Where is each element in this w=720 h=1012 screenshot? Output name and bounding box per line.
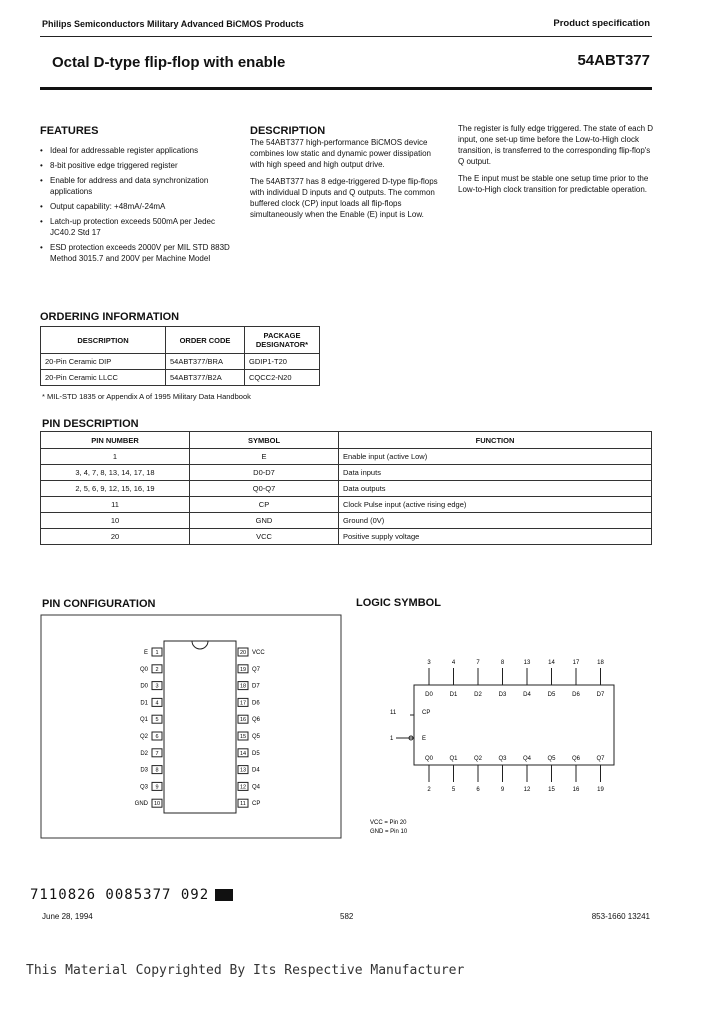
pin-config-section	[42, 598, 155, 610]
header-doc-type: Product specification	[553, 18, 650, 29]
pin-number: 15	[239, 734, 247, 740]
features-section	[40, 125, 240, 268]
page-title: Octal D-type flip-flop with enable	[52, 54, 286, 71]
pin-number: 10	[153, 801, 161, 808]
description-paragraph: The E input must be stable one setup time prior to the Low-to-High clock transition for predictable operation.	[458, 174, 649, 194]
table-header-row	[41, 327, 320, 354]
table-cell: GDIP1-T20	[245, 354, 320, 370]
ordering-table	[40, 326, 320, 386]
table-header-row	[41, 432, 652, 449]
input-pin-number: 7	[476, 660, 480, 666]
output-pin-label: Q5	[547, 756, 556, 762]
table-cell: Ground (0V)	[339, 513, 652, 529]
col-description: DESCRIPTION	[41, 327, 166, 354]
e-pin-number: 1	[390, 736, 394, 742]
title-rule	[40, 87, 652, 90]
pin-label: Q1	[139, 717, 148, 724]
table-row	[41, 497, 652, 513]
logic-symbol-diagram	[360, 650, 652, 840]
output-pin-label: Q3	[498, 756, 507, 762]
barcode-number	[30, 887, 233, 903]
table-row	[41, 513, 652, 529]
output-pin-label: Q2	[473, 756, 483, 762]
cp-pin-number: 11	[390, 710, 397, 716]
document-number: 853-1660 13241	[591, 912, 650, 921]
vcc-note: VCC = Pin 20	[370, 820, 407, 826]
table-cell: Enable input (active Low)	[339, 449, 652, 465]
table-cell: Positive supply voltage	[339, 529, 652, 545]
table-row	[41, 465, 652, 481]
header-company: Philips Semiconductors Military Advanced BiCMOS Products	[42, 19, 304, 29]
page-number: 582	[340, 912, 354, 921]
pin-label: GND	[134, 801, 148, 808]
left-pins	[135, 648, 162, 807]
pin-number: 13	[239, 767, 247, 774]
pin-number: 6	[155, 734, 159, 740]
table-cell: CQCC2-N20	[245, 370, 320, 386]
pin-number: 7	[155, 750, 159, 757]
table-cell: 54ABT377/B2A	[166, 370, 245, 386]
features-heading: FEATURES	[40, 125, 99, 137]
output-pin-number: 9	[500, 787, 505, 793]
pin-description-section	[42, 418, 139, 430]
table-cell: GND	[190, 513, 339, 529]
output-pin-label: Q4	[522, 756, 532, 762]
description-continued	[458, 123, 654, 201]
pin-number: 16	[239, 717, 247, 724]
logic-pins	[425, 660, 605, 793]
pin-number: 2	[155, 666, 159, 673]
logic-symbol-section	[356, 597, 441, 609]
table-cell: VCC	[190, 529, 339, 545]
cp-pin-label: CP	[422, 710, 431, 716]
ordering-section	[40, 311, 179, 323]
ic-package-outline	[164, 641, 236, 813]
output-pin-label: Q6	[571, 756, 581, 762]
table-cell: Data outputs	[339, 481, 652, 497]
header-rule	[40, 36, 652, 37]
feature-item: • Enable for address and data synchronization applications	[40, 175, 240, 197]
pin-number: 3	[155, 683, 159, 690]
input-pin-number: 8	[500, 660, 505, 666]
table-cell: 20	[41, 529, 190, 545]
pin-description-table	[40, 431, 652, 545]
ordering-note: * MIL-STD 1835 or Appendix A of 1995 Military Data Handbook	[42, 392, 251, 401]
table-cell: Q0-Q7	[190, 481, 339, 497]
input-pin-label: D1	[449, 692, 458, 698]
copyright-notice: This Material Copyrighted By Its Respective Manufacturer	[26, 963, 465, 978]
logic-symbol-heading: LOGIC SYMBOL	[356, 597, 441, 609]
features-list	[40, 145, 240, 264]
feature-item: • 8-bit positive edge triggered register	[40, 160, 240, 171]
logic-block	[414, 685, 614, 765]
diagram-frame	[41, 615, 341, 838]
description-heading: DESCRIPTION	[250, 125, 326, 137]
pin-label: VCC	[252, 650, 265, 656]
pin-number: 5	[155, 717, 159, 724]
pin-number: 18	[239, 683, 247, 690]
pin-label: D7	[252, 683, 260, 690]
input-pin-number: 13	[523, 660, 531, 666]
gnd-note: GND = Pin 10	[370, 829, 408, 835]
pin-label: D2	[140, 750, 148, 757]
ic-notch	[192, 641, 208, 649]
table-cell: Clock Pulse input (active rising edge)	[339, 497, 652, 513]
output-pin-number: 5	[451, 787, 456, 793]
output-pin-number: 19	[597, 787, 604, 793]
input-pin-number: 17	[572, 660, 580, 666]
pin-label: Q0	[139, 666, 148, 673]
table-cell: D0-D7	[190, 465, 339, 481]
pin-number: 4	[155, 700, 159, 707]
output-pin-number: 2	[427, 787, 431, 793]
input-pin-number: 18	[597, 660, 604, 666]
pin-number: 9	[155, 784, 159, 791]
feature-item: • Ideal for addressable register applications	[40, 145, 240, 156]
pin-label: D1	[140, 700, 148, 707]
description-paragraph: The 54ABT377 has 8 edge-triggered D-type flip-flops with individual D inputs and Q outputs. The common buffered clock (CP) input loads all flip-flops simultaneously when the Enable (E) input is Low.	[250, 177, 438, 219]
pin-label: Q6	[252, 717, 261, 724]
pin-number: 8	[155, 767, 159, 774]
barcode-text: 7110826 0085377 092	[30, 887, 210, 903]
pin-label: Q4	[252, 784, 261, 791]
col-symbol: SYMBOL	[190, 432, 339, 449]
feature-item: • Output capability: +48mA/-24mA	[40, 201, 240, 212]
pin-label: D6	[252, 700, 260, 707]
table-row	[41, 529, 652, 545]
barcode-block	[215, 889, 233, 901]
output-pin-number: 16	[572, 787, 580, 793]
output-pin-number: 6	[476, 787, 480, 793]
pin-number: 12	[239, 784, 247, 791]
table-cell: 2, 5, 6, 9, 12, 15, 16, 19	[41, 481, 190, 497]
input-pin-label: D6	[572, 692, 580, 698]
input-pin-label: D4	[523, 692, 531, 698]
pin-label: Q7	[252, 666, 261, 673]
pin-label: Q2	[139, 734, 148, 740]
pin-number: 20	[239, 650, 247, 656]
col-function: FUNCTION	[339, 432, 652, 449]
table-cell: E	[190, 449, 339, 465]
input-pin-label: D2	[474, 692, 482, 698]
table-cell: Data inputs	[339, 465, 652, 481]
pin-number: 17	[239, 700, 247, 707]
table-cell: 20-Pin Ceramic DIP	[41, 354, 166, 370]
output-pin-label: Q0	[424, 756, 434, 762]
table-row	[41, 354, 320, 370]
pin-label: D5	[252, 750, 260, 757]
col-pin-number: PIN NUMBER	[41, 432, 190, 449]
pin-label: Q5	[252, 734, 261, 740]
input-pin-label: D7	[596, 692, 605, 698]
part-number: 54ABT377	[577, 52, 650, 69]
pin-description-heading: PIN DESCRIPTION	[42, 418, 139, 430]
input-pin-number: 14	[548, 660, 555, 666]
input-pin-label: D3	[498, 692, 507, 698]
table-cell: CP	[190, 497, 339, 513]
description-paragraph: The register is fully edge triggered. The state of each D input, one set-up time before the Low-to-High clock transition, is transferred to the corresponding flip-flop's Q output.	[458, 124, 654, 166]
table-cell: 54ABT377/BRA	[166, 354, 245, 370]
col-order-code: ORDER CODE	[166, 327, 245, 354]
pin-label: E	[143, 650, 148, 656]
e-pin-label: E	[422, 736, 427, 742]
feature-item: • Latch-up protection exceeds 500mA per Jedec JC40.2 Std 17	[40, 216, 240, 238]
pin-number: 1	[155, 650, 159, 656]
input-pin-number: 4	[451, 660, 456, 666]
output-pin-label: Q7	[596, 756, 605, 762]
pin-label: D4	[252, 767, 260, 774]
pin-label: Q3	[139, 784, 148, 791]
table-row	[41, 370, 320, 386]
table-cell: 20-Pin Ceramic LLCC	[41, 370, 166, 386]
col-package: PACKAGE DESIGNATOR*	[245, 327, 320, 354]
pin-number: 19	[239, 666, 247, 673]
description-paragraph: The 54ABT377 high-performance BiCMOS device combines low static and dynamic power dissipation with high speed and high output drive.	[250, 138, 431, 169]
description-section	[250, 125, 446, 226]
input-pin-number: 3	[427, 660, 431, 666]
pin-label: D3	[140, 767, 148, 774]
table-row	[41, 449, 652, 465]
pin-number: 11	[240, 801, 246, 808]
table-row	[41, 481, 652, 497]
output-pin-number: 12	[523, 787, 531, 793]
pin-config-diagram	[40, 614, 342, 839]
input-pin-label: D0	[425, 692, 433, 698]
table-cell: 1	[41, 449, 190, 465]
pin-config-heading: PIN CONFIGURATION	[42, 598, 156, 610]
pin-label: D0	[140, 683, 148, 690]
pin-number: 14	[239, 750, 247, 757]
ordering-heading: ORDERING INFORMATION	[40, 311, 180, 323]
input-pin-label: D5	[547, 692, 556, 698]
output-pin-label: Q1	[449, 756, 458, 762]
pin-label: CP	[252, 801, 261, 808]
feature-item: • ESD protection exceeds 2000V per MIL STD 883D Method 3015.7 and 200V per Machine Model	[40, 242, 240, 264]
table-cell: 3, 4, 7, 8, 13, 14, 17, 18	[41, 465, 190, 481]
output-pin-number: 15	[548, 787, 555, 793]
footer-date: June 28, 1994	[42, 912, 93, 921]
right-pins	[238, 648, 265, 807]
table-cell: 10	[41, 513, 190, 529]
table-cell: 11	[41, 497, 190, 513]
